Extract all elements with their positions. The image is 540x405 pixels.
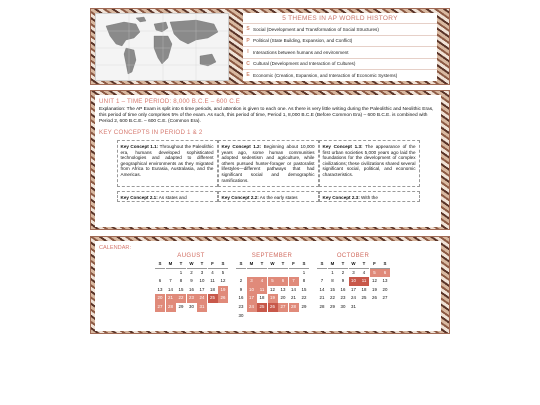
key-concept-cell [117, 140, 218, 187]
calendar-day: 22 [330, 295, 335, 301]
calendar-day: 30 [340, 303, 346, 309]
weekday-header: S [236, 260, 246, 269]
weekday-header: M [166, 260, 176, 269]
theme-letter: C [246, 60, 250, 67]
key-concept-text: Throughout the Paleolithic era, humans developed sophisticated technologies and adapted to different geographical environments as they migrated from Africa to Eurasia, Australasia, and the Americas. [120, 144, 214, 177]
calendar-day: 30 [189, 303, 194, 309]
calendar-day: 15 [330, 286, 335, 292]
weekday-header: W [187, 260, 197, 269]
calendar-day: 10 [349, 277, 359, 286]
weekday-header: S [317, 260, 327, 269]
empty-day [268, 269, 278, 278]
calendar-day: 8 [331, 278, 334, 284]
calendar-day: 31 [351, 303, 356, 309]
calendar-day: 29 [301, 303, 307, 309]
calendar-day: 23 [187, 294, 197, 303]
calendar-day: 20 [155, 294, 165, 303]
calendar-day: 8 [302, 278, 306, 284]
key-concepts-heading: KEY CONCEPTS IN PERIOD 1 & 2 [99, 129, 203, 136]
calendar-day: 25 [208, 294, 218, 303]
calendar-day: 2 [341, 269, 345, 275]
calendar-day: 6 [278, 277, 288, 286]
weekday-header: T [257, 260, 267, 269]
calendar-day: 14 [319, 286, 325, 292]
key-concept-cell [218, 140, 319, 187]
empty-day [236, 269, 246, 278]
calendar-panel [90, 236, 450, 334]
theme-text: Political (State Building, Expansion, and Conflict) [253, 38, 353, 44]
key-concept-label: Key Concept 2.3: [322, 195, 360, 201]
calendar-day: 11 [257, 286, 267, 295]
calendar-day: 15 [301, 286, 307, 292]
calendar-day: 7 [289, 277, 299, 286]
calendar-day: 21 [166, 294, 176, 303]
calendar-day: 18 [361, 286, 367, 292]
calendar-day: 12 [372, 278, 377, 284]
calendar-day: 27 [155, 303, 165, 312]
calendar-day: 6 [158, 278, 162, 284]
calendar-day: 7 [169, 278, 172, 284]
calendar-day: 17 [351, 286, 356, 292]
calendar-day: 21 [291, 295, 296, 301]
calendar-heading: CALENDAR: [99, 245, 132, 251]
unit-explanation: Explanation: The AP Exam is split into 6 time periods, and attention is given to each one. As there is very little writing during the Paleolithic and Neolithic Eras, this period of time only comprises 5% of the exam. As such, this period of time, Period 1, 8,000 B.C.E (Before Common Era) – 600 B.C.E. is combined with Period 2, 600 B.C.E. – 600 C.E. (Common Era). [99, 107, 434, 124]
calendar-day: 31 [197, 303, 207, 312]
calendar-months [155, 253, 389, 320]
month-name: SEPTEMBER [251, 253, 293, 259]
theme-letter: P [246, 37, 250, 44]
key-concepts-grid-2 [117, 191, 420, 202]
empty-day [317, 269, 327, 278]
calendar-day: 26 [218, 294, 228, 303]
calendar-day: 23 [340, 295, 346, 301]
calendar-day: 6 [380, 269, 390, 278]
calendar-day: 30 [238, 312, 244, 318]
key-concept-cell [319, 140, 420, 187]
key-concept-cell [218, 191, 319, 202]
calendar-day: 16 [189, 286, 194, 292]
calendar-day: 26 [372, 295, 377, 301]
month-grid [155, 260, 227, 312]
theme-row [243, 46, 437, 58]
month-grid [317, 260, 389, 312]
calendar-content [95, 241, 441, 331]
calendar-day: 3 [247, 277, 257, 286]
month-name: OCTOBER [336, 253, 370, 259]
calendar-day: 28 [289, 303, 299, 312]
weekday-header: W [349, 260, 359, 269]
weekday-header: F [208, 260, 218, 269]
calendar-day: 3 [200, 269, 204, 275]
key-concept-label: Key Concept 2.1: [120, 195, 158, 201]
weekday-header: S [155, 260, 165, 269]
calendar-day: 12 [270, 286, 275, 292]
calendar-day: 11 [359, 277, 369, 286]
weekday-header: T [278, 260, 288, 269]
theme-text: Interactions between humans and environment [253, 49, 349, 55]
world-map-icon [96, 14, 230, 82]
calendar-day: 9 [341, 278, 345, 284]
calendar-day: 13 [382, 278, 388, 284]
empty-day [247, 269, 257, 278]
theme-row [243, 23, 437, 35]
calendar-day: 2 [239, 278, 243, 284]
calendar-day: 18 [259, 295, 265, 301]
calendar-day: 15 [178, 286, 184, 292]
unit-content [95, 95, 441, 227]
calendar-day: 25 [361, 295, 367, 301]
month-grid [236, 260, 308, 320]
calendar-day: 1 [302, 269, 306, 275]
themes-panel [90, 8, 450, 85]
calendar-day: 21 [319, 295, 325, 301]
theme-row [243, 69, 437, 81]
calendar-day: 1 [331, 269, 334, 275]
weekday-header: F [370, 260, 380, 269]
calendar-day: 8 [179, 278, 183, 284]
key-concept-text: Beginning about 10,000 years ago, some human communities adopted sedentism and agriculture, while others pursued hunter-forager or pastoralist lifestyles—different pathways that had significant social and demographic ramifications. [221, 144, 315, 183]
empty-day [166, 269, 176, 278]
themes-list [243, 23, 437, 81]
calendar-day: 4 [211, 269, 214, 275]
calendar-day: 9 [239, 286, 243, 292]
theme-text: Cultural (Development and Interaction of Cultures) [253, 61, 356, 67]
weekday-header: T [176, 260, 186, 269]
month-name: AUGUST [177, 253, 205, 259]
calendar-day: 14 [291, 286, 296, 292]
calendar-month [155, 253, 227, 320]
key-concept-text: As states and [157, 195, 187, 201]
calendar-day: 24 [247, 303, 257, 312]
world-map [95, 13, 229, 81]
calendar-day: 16 [238, 295, 244, 301]
calendar-day: 19 [268, 294, 278, 303]
calendar-day: 22 [301, 295, 307, 301]
theme-text: Social (Development and Transformation of Social Structures) [253, 26, 379, 32]
calendar-day: 13 [157, 286, 163, 292]
calendar-day: 29 [330, 303, 335, 309]
key-concept-text: With the [359, 195, 378, 201]
calendar-day: 24 [351, 295, 356, 301]
weekday-header: T [197, 260, 207, 269]
calendar-day: 7 [320, 278, 324, 284]
calendar-day: 1 [179, 269, 183, 275]
key-concept-text: As the early states [258, 195, 298, 201]
key-concept-label: Key Concept 1.3: [322, 144, 363, 149]
empty-day [257, 269, 267, 278]
calendar-month [317, 253, 389, 320]
calendar-day: 19 [372, 286, 377, 292]
calendar-day: 17 [247, 294, 257, 303]
calendar-day: 20 [382, 286, 388, 292]
calendar-day: 13 [280, 286, 286, 292]
calendar-day: 20 [280, 295, 286, 301]
calendar-day: 10 [247, 286, 257, 295]
calendar-day: 22 [176, 294, 186, 303]
calendar-day: 5 [221, 269, 225, 275]
themes-title: 5 THEMES IN AP WORLD HISTORY [282, 15, 398, 22]
theme-row [243, 58, 437, 70]
empty-day [289, 269, 299, 278]
calendar-day: 18 [210, 286, 215, 292]
calendar-day: 5 [370, 269, 380, 278]
calendar-day: 12 [220, 278, 226, 284]
key-concept-cell [319, 191, 420, 202]
unit-panel [90, 90, 450, 230]
key-concept-cell [117, 191, 218, 202]
calendar-day: 11 [210, 278, 215, 284]
calendar-day: 24 [197, 294, 207, 303]
weekday-header: T [359, 260, 369, 269]
calendar-day: 29 [178, 303, 184, 309]
calendar-day: 9 [190, 278, 193, 284]
calendar-day: 28 [319, 303, 325, 309]
weekday-header: M [328, 260, 338, 269]
calendar-month [236, 253, 308, 320]
calendar-day: 14 [168, 286, 173, 292]
weekday-header: W [268, 260, 278, 269]
empty-day [155, 269, 165, 278]
weekday-header: T [338, 260, 348, 269]
key-concepts-grid [117, 140, 420, 187]
empty-day [278, 269, 288, 278]
themes-box [243, 13, 437, 81]
calendar-day: 26 [268, 303, 278, 312]
calendar-day: 16 [340, 286, 346, 292]
calendar-day: 5 [268, 277, 278, 286]
calendar-day: 10 [199, 278, 205, 284]
calendar-day: 27 [278, 303, 288, 312]
calendar-day: 2 [190, 269, 193, 275]
theme-letter: S [246, 26, 250, 33]
key-concept-label: Key Concept 1.2: [221, 144, 262, 149]
calendar-day: 25 [257, 303, 267, 312]
calendar-day: 4 [257, 277, 267, 286]
calendar-day: 17 [199, 286, 205, 292]
calendar-day: 23 [238, 303, 244, 309]
calendar-day: 28 [166, 303, 176, 312]
unit-heading: UNIT 1 – TIME PERIOD: 8,000 B.C.E – 600 C.E [99, 98, 241, 105]
key-concept-text: The appearance of the first urban societies 5,000 years ago laid the foundations for the development of complex civilizations; these civilizations shared several significant social, political, and economic characteristics. [322, 144, 416, 177]
calendar-day: 4 [362, 269, 366, 275]
calendar-day: 27 [382, 295, 388, 301]
calendar-day: 19 [218, 286, 228, 295]
weekday-header: F [289, 260, 299, 269]
theme-text: Economic (Creation, Expansion, and Interaction of Economic Systems) [253, 72, 398, 78]
theme-row [243, 35, 437, 47]
theme-letter: I [247, 49, 249, 56]
theme-letter: E [246, 72, 250, 79]
weekday-header: S [380, 260, 390, 269]
key-concept-label: Key Concept 2.2: [221, 195, 259, 201]
weekday-header: S [299, 260, 309, 269]
calendar-day: 3 [352, 269, 355, 275]
weekday-header: M [247, 260, 257, 269]
weekday-header: S [218, 260, 228, 269]
key-concept-label: Key Concept 1.1: [120, 144, 159, 149]
